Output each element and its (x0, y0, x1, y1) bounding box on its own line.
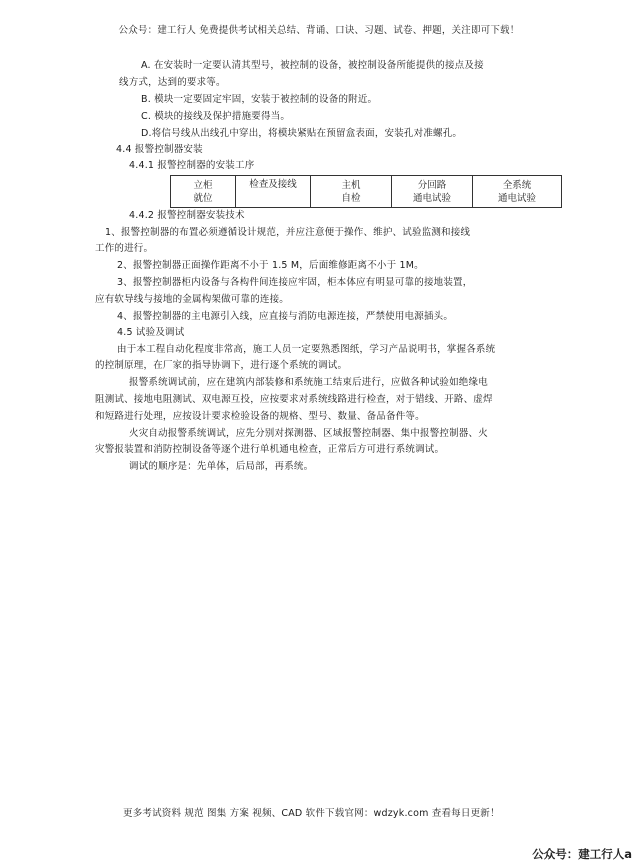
paragraph-2-line-1: 报警系统调试前，应在建筑内部装修和系统施工结束后进行，应做各种试验如绝缘电 (129, 377, 488, 388)
process-step (311, 176, 392, 208)
paragraph-1-line-1: 由于本工程自动化程度非常高，施工人员一定要熟悉图纸，学习产品说明书，掌握各系统 (117, 344, 496, 355)
paragraph-c: C. 模块的接线及保护措施要得当。 (141, 111, 291, 122)
process-step (392, 176, 473, 208)
process-step-line-1: 分回路 (417, 179, 447, 191)
paragraph-3-line-2: 灾警报装置和消防控制设备等逐个进行单机通电检查，正常后方可进行系统调试。 (95, 444, 445, 455)
section-heading-4-4-2: 4.4.2 报警控制器安装技术 (129, 210, 245, 221)
item-3-line-2: 应有软导线与接地的金属构架做可靠的连接。 (95, 294, 290, 305)
paragraph-2-line-2: 阻测试、接地电阻测试、双电源互投，应按要求对系统线路进行检查，对于错线、开路、虚焊 (95, 394, 493, 405)
paragraph-b: B. 模块一定要固定牢固，安装于被控制的设备的附近。 (141, 94, 378, 105)
page-header: 公众号：建工行人 免费提供考试相关总结、背诵、口诀、习题、试卷、押题，关注即可下载！ (118, 25, 520, 36)
process-step (473, 176, 562, 208)
process-step-line-2: 通电试验 (412, 192, 451, 204)
item-1-line-2: 工作的进行。 (95, 243, 154, 254)
item-3-line-1: 3、报警控制器柜内设备与各构件间连接应牢固，柜本体应有明显可靠的接地装置， (117, 277, 473, 288)
process-step-line-2: 就位 (193, 192, 213, 204)
process-step-line-2: 自检 (341, 192, 361, 204)
process-step (171, 176, 236, 208)
paragraph-d: D.将信号线从出线孔中穿出，将模块紧贴在预留盒表面，安装孔对准螺孔。 (141, 128, 463, 139)
process-step-line-1: 主机 (341, 179, 361, 191)
process-step-line-2: 通电试验 (497, 192, 536, 204)
process-step-line-1: 全系统 (502, 179, 532, 191)
process-step-line-1: 立柜 (193, 179, 213, 191)
section-heading-4-4-1: 4.4.1 报警控制器的安装工序 (129, 160, 255, 171)
paragraph-3-line-1: 火灾自动报警系统调试，应先分别对探测器、区域报警控制器、集中报警控制器、火 (129, 428, 488, 439)
paragraph-4: 调试的顺序是：先单体，后局部，再系统。 (129, 461, 314, 472)
item-1-line-1: 1、报警控制器的布置必须遵循设计规范，并应注意便于操作、维护、试验监测和接线 (105, 227, 471, 238)
paragraph-1-line-2: 的控制原理，在厂家的指导协调下，进行逐个系统的调试。 (95, 360, 348, 371)
paragraph-2-line-3: 和短路进行处理，应按设计要求检验设备的规格、型号、数量、备品备件等。 (95, 411, 425, 422)
section-heading-4-4: 4.4 报警控制器安装 (116, 144, 203, 155)
process-table (170, 175, 562, 208)
section-heading-4-5: 4.5 试验及调试 (117, 327, 185, 338)
watermark-label: 公众号：建工行人a (532, 847, 632, 861)
item-4: 4、报警控制器的主电源引入线，应直接与消防电源连接，严禁使用电源插头。 (117, 311, 454, 322)
process-step-line-1: 检查及接线 (249, 179, 297, 190)
paragraph-a-line-2: 线方式，达到的要求等。 (119, 77, 226, 88)
process-step (236, 176, 311, 208)
page-footer: 更多考试资料 规范 图集 方案 视频、CAD 软件下载官网：wdzyk.com 查看每日更新！ (123, 808, 500, 819)
item-2: 2、报警控制器正面操作距离不小于 1.5 M，后面维修距离不小于 1M。 (117, 260, 424, 271)
process-row (171, 176, 562, 208)
paragraph-a-line-1: A. 在安装时一定要认清其型号，被控制的设备，被控制设备所能提供的接点及接 (141, 60, 484, 71)
